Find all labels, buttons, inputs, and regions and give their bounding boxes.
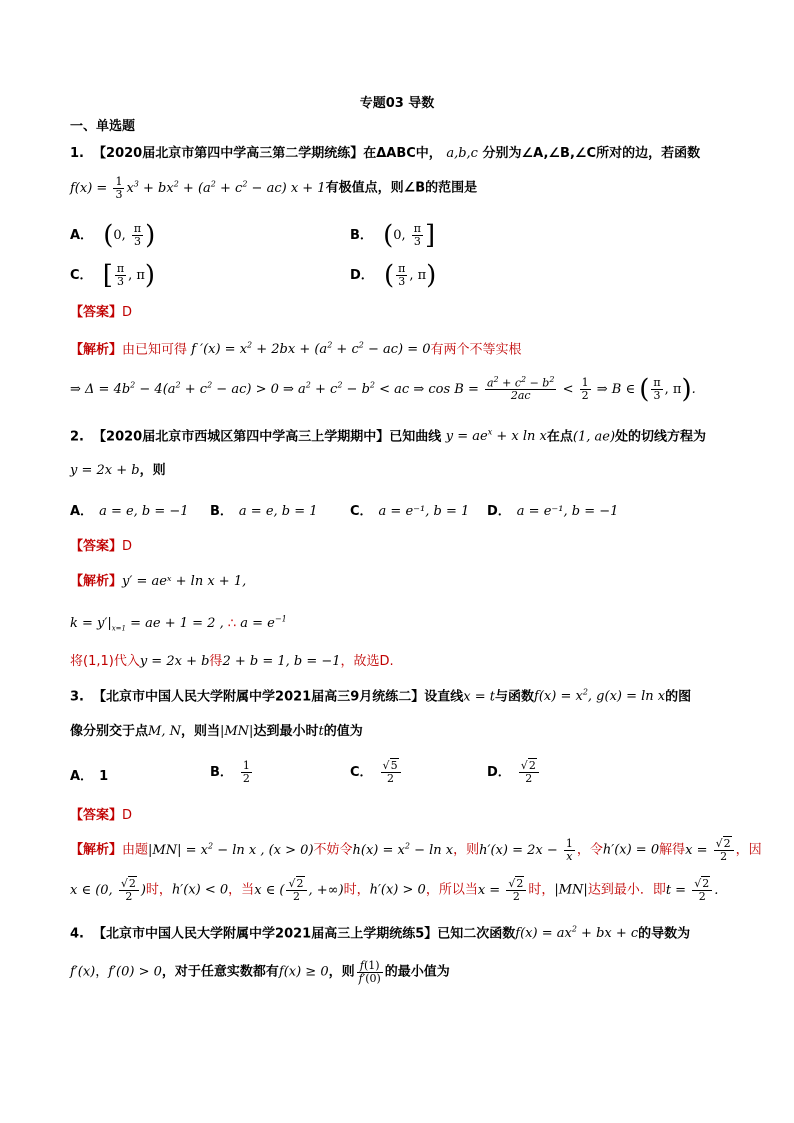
q1-option-c[interactable]: C． [ $\frac{\pi}{3}$ , π) <box>70 260 156 290</box>
question-2-line-2: y = 2x + b，则 <box>70 463 166 478</box>
question-3-line-2: 像分别交于点M, N，则当|MN|达到最小时t的值为 <box>70 724 363 739</box>
q2-option-d[interactable]: D． a = e⁻¹, b = −1 <box>487 504 619 519</box>
section-heading: 一、单选题 <box>70 119 136 134</box>
q3-option-d[interactable]: D． $\frac{√2}{2}$ <box>487 760 541 784</box>
question-4-line-1: 4. 【北京市中国人民大学附属中学2021届高三上学期统练5】已知二次函数$f(x) = ax^2$ + bx + c的导数为 <box>70 925 691 942</box>
q3-answer: 【答案】D <box>70 808 133 823</box>
question-1-line-2: f(x) = $\frac{1}{3}$ $x^3 + bx^2 + (a^2 + c^2 - ac) x + 1$有极值点，则∠B的范围是 <box>70 175 478 201</box>
q2-answer: 【答案】D <box>70 539 133 554</box>
q1-option-b[interactable]: B． (0, $\frac{\pi}{3}$ ] <box>350 220 436 250</box>
q2-analysis-line-2: $k = y'|_{x=1}$ = ae + 1 = 2 , ∴ $a = e^{-1}$ <box>70 615 287 633</box>
q2-analysis-line-3: 将(1,1)代入y = 2x + b得2 + b = 1, b = −1，故选D. <box>70 654 394 669</box>
q1-answer: 【答案】D <box>70 305 133 320</box>
q1-analysis-line-2: ⇒ $\Delta = 4b^2 - 4(a^2 + c^2 - ac) > 0$ ⇒ $a^2 + c^2 - b^2$ < ac ⇒ cos B = $\frac{a^2 + c^2 - b^2}{2ac}$ < $\frac{1}{2}$ ⇒ B ∈ ( $\frac{\pi}{3}$ , π). <box>70 374 696 404</box>
question-3-line-1: 3. 【北京市中国人民大学附属中学2021届高三9月统练二】设直线x = t与函数$f(x) = x^2$, g(x) = ln x的图 <box>70 688 692 705</box>
q2-option-b[interactable]: B． a = e, b = 1 <box>210 504 318 519</box>
q3-option-a[interactable]: A． 1 <box>70 769 109 784</box>
page-title: 专题03 导数 <box>359 96 435 111</box>
q3-analysis-line-2: x ∈ (0, $\frac{√2}{2}$ )时，h′(x) < 0，当x ∈ ( $\frac{√2}{2}$ , +∞)时，h′(x) > 0，所以当x = $\frac{√2}{2}$ 时，|MN|达到最小．即t = $\frac{√2}{2}$ . <box>70 877 719 903</box>
q2-option-a[interactable]: A． a = e, b = −1 <box>70 504 189 519</box>
q3-option-b[interactable]: B． $\frac{1}{2}$ <box>210 759 250 785</box>
q1-option-a[interactable]: A． (0, $\frac{\pi}{3}$ ) <box>70 220 156 250</box>
q1-analysis-line-1: 【解析】由已知可得 f $'(x) = x^2 + 2bx + (a^2 + c^2 - ac) = 0$有两个不等实根 <box>70 341 522 358</box>
q1-option-d[interactable]: D． ( $\frac{\pi}{3}$ , π) <box>350 260 437 290</box>
q2-analysis-line-1: 【解析】y′ = aeˣ + ln x + 1, <box>70 574 247 589</box>
q2-option-c[interactable]: C． a = e⁻¹, b = 1 <box>350 504 470 519</box>
question-2-line-1: 2. 【2020届北京市西城区第四中学高三上学期期中】已知曲线 $y = ae^x + x$ ln x在点(1, ae)处的切线方程为 <box>70 428 707 445</box>
question-1-line-1: 1. 【2020届北京市第四中学高三第二学期统练】在ΔABC中， a,b,c 分别为∠A,∠B,∠C所对的边，若函数 <box>70 146 701 161</box>
q3-analysis-line-1: 【解析】由题$|MN| = x^2 - \ln x$ , (x > 0)不妨令$h(x) = x^2 - \ln x$，则h′(x) = 2x − $\frac{1}{x}$ ，令h′(x) = 0解得x = $\frac{√2}{2}$ ，因 <box>70 837 762 863</box>
question-4-line-2: f′(x)，f′(0) > 0，对于任意实数都有f(x) ≥ 0，则 $\frac{f(1)}{f'(0)}$ 的最小值为 <box>70 959 450 985</box>
q3-option-c[interactable]: C． $\frac{√5}{2}$ <box>350 760 403 784</box>
